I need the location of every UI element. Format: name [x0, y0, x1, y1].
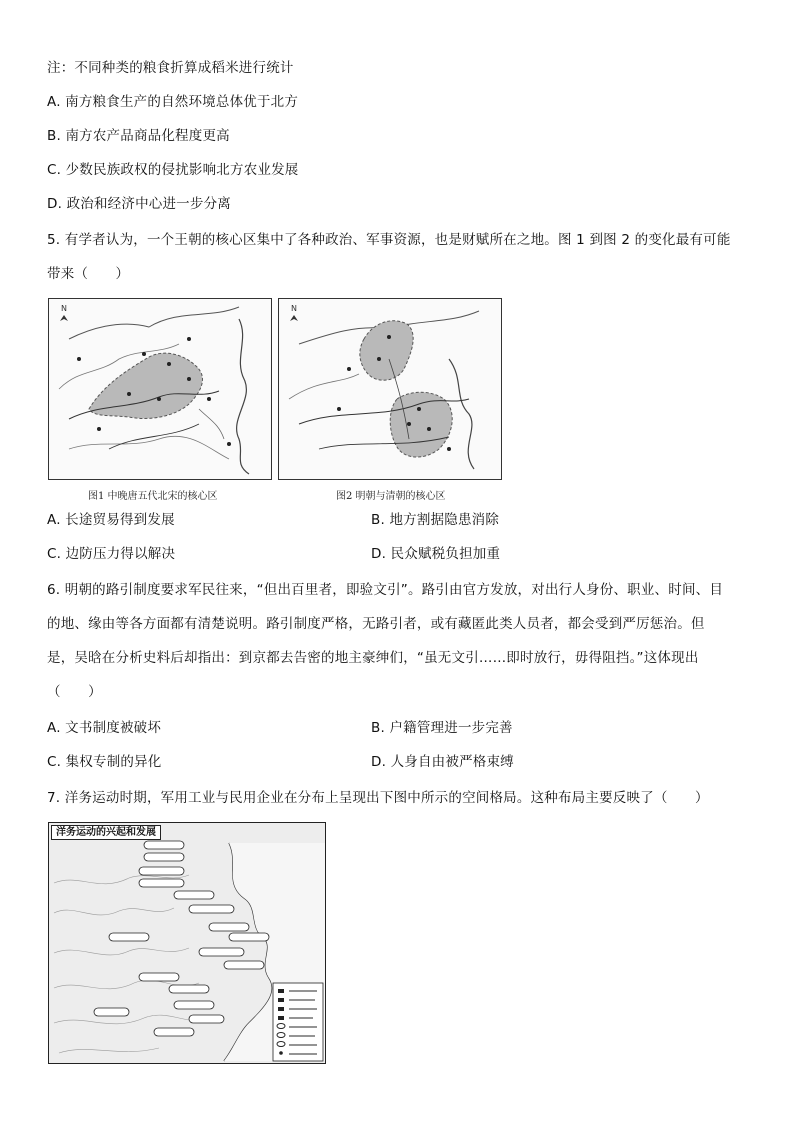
q4-option-c: C. 少数民族政权的侵扰影响北方农业发展	[47, 162, 299, 178]
q6-option-c: C. 集权专制的异化	[47, 754, 162, 770]
map-title: 洋务运动的兴起和发展	[51, 825, 161, 840]
q5-option-b: B. 地方割据隐患消除	[371, 512, 500, 528]
q5-stem-line1: 5. 有学者认为，一个王朝的核心区集中了各种政治、军事资源，也是财赋所在之地。图 1 到图 2 的变化最有可能	[47, 232, 731, 248]
north-arrow-icon	[60, 304, 68, 321]
q6-stem-line4: （ ）	[47, 684, 102, 700]
q5-option-d: D. 民众赋税负担加重	[371, 546, 501, 562]
q6-option-b: B. 户籍管理进一步完善	[371, 720, 513, 736]
q6-option-d: D. 人身自由被严格束缚	[371, 754, 514, 770]
core-region-north	[360, 321, 413, 380]
q4-option-d: D. 政治和经济中心进一步分离	[47, 196, 231, 212]
core-region-south	[390, 392, 452, 457]
core-region-shading	[89, 353, 202, 418]
svg-text:N: N	[61, 304, 67, 313]
figure-1-map	[48, 298, 272, 480]
map-legend	[273, 983, 323, 1061]
q4-option-a: A. 南方粮食生产的自然环境总体优于北方	[47, 94, 299, 110]
figure-3-map	[48, 822, 326, 1064]
q7-stem: 7. 洋务运动时期，军用工业与民用企业在分布上呈现出下图中所示的空间格局。这种布局主要反映了（ ）	[47, 790, 709, 806]
figure-1-caption: 图1 中晚唐五代北宋的核心区	[88, 491, 218, 502]
q5-option-c: C. 边防压力得以解决	[47, 546, 176, 562]
note-text: 注：不同种类的粮食折算成稻米进行统计	[47, 60, 294, 76]
q6-stem-line2: 的地、缘由等各方面都有清楚说明。路引制度严格，无路引者，或有藏匿此类人员者，都会受到严厉惩治。但	[47, 616, 705, 632]
q6-stem-line3: 是，吴晗在分析史料后却指出：到京都去告密的地主豪绅们，“虽无文引……即时放行，毋得阻挡。”这体现出	[47, 650, 699, 666]
q5-option-a: A. 长途贸易得到发展	[47, 512, 175, 528]
q6-stem-line1: 6. 明朝的路引制度要求军民往来，“但出百里者，即验文引”。路引由官方发放，对出行人身份、职业、时间、目	[47, 582, 724, 598]
north-arrow-icon	[290, 304, 298, 321]
q6-option-a: A. 文书制度被破坏	[47, 720, 162, 736]
q4-option-b: B. 南方农产品商品化程度更高	[47, 128, 230, 144]
figure-2-caption: 图2 明朝与清朝的核心区	[336, 491, 446, 502]
figure-2-map	[278, 298, 502, 480]
svg-text:N: N	[291, 304, 297, 313]
q5-stem-line2: 带来（ ）	[47, 266, 130, 282]
